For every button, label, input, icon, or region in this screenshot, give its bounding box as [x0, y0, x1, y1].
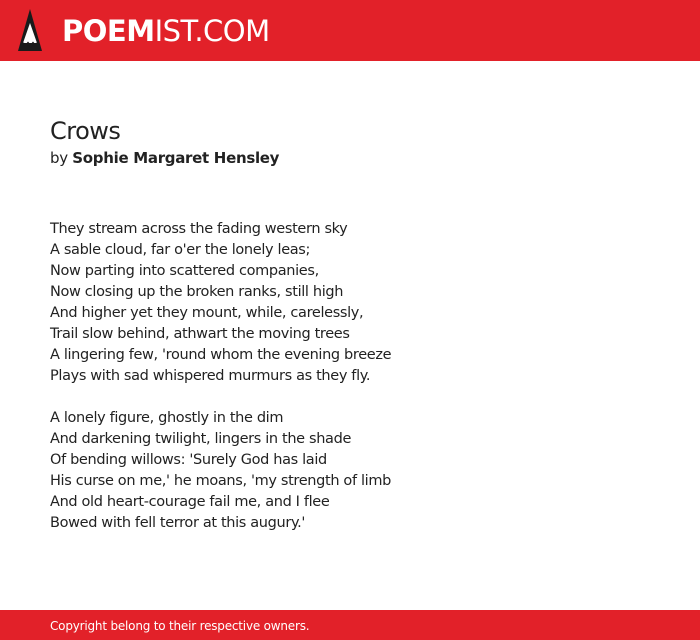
stanza-2: [50, 408, 650, 534]
poem-line: Of bending willows: 'Surely God has laid: [50, 452, 327, 468]
poem-byline: [50, 147, 650, 169]
pencil-tip-icon[interactable]: [18, 9, 42, 51]
poem-line: Now parting into scattered companies,: [50, 263, 319, 279]
site-header: [0, 0, 700, 61]
poem-line: Bowed with fell terror at this augury.': [50, 515, 306, 531]
poem-line: And higher yet they mount, while, carelessly,: [50, 305, 364, 321]
poem-body: [50, 219, 650, 534]
site-logo-link[interactable]: [62, 14, 270, 48]
poem-title: Crows: [50, 117, 121, 145]
poem-line: Plays with sad whispered murmurs as they fly.: [50, 368, 371, 384]
poem-line: A lingering few, 'round whom the evening breeze: [50, 347, 392, 363]
poem-line: And old heart-courage fail me, and I flee: [50, 494, 330, 510]
poem-line: His curse on me,' he moans, 'my strength of limb: [50, 473, 391, 489]
poem-line: Now closing up the broken ranks, still high: [50, 284, 344, 300]
author-name[interactable]: Sophie Margaret Hensley: [72, 149, 280, 167]
logo-text-bold: POEM: [62, 14, 155, 48]
copyright-text: Copyright belong to their respective owners.: [50, 619, 310, 633]
logo-text-light: IST.COM: [154, 14, 270, 48]
site-footer: [0, 610, 700, 640]
poem-line: A lonely figure, ghostly in the dim: [50, 410, 284, 426]
stanza-1: [50, 219, 650, 387]
poem-line: A sable cloud, far o'er the lonely leas;: [50, 242, 311, 258]
poem-line: They stream across the fading western sky: [50, 221, 348, 237]
poem-content: [50, 116, 650, 555]
poem-line: Trail slow behind, athwart the moving trees: [50, 326, 350, 342]
poem-line: And darkening twilight, lingers in the shade: [50, 431, 352, 447]
by-label: by: [50, 149, 68, 167]
